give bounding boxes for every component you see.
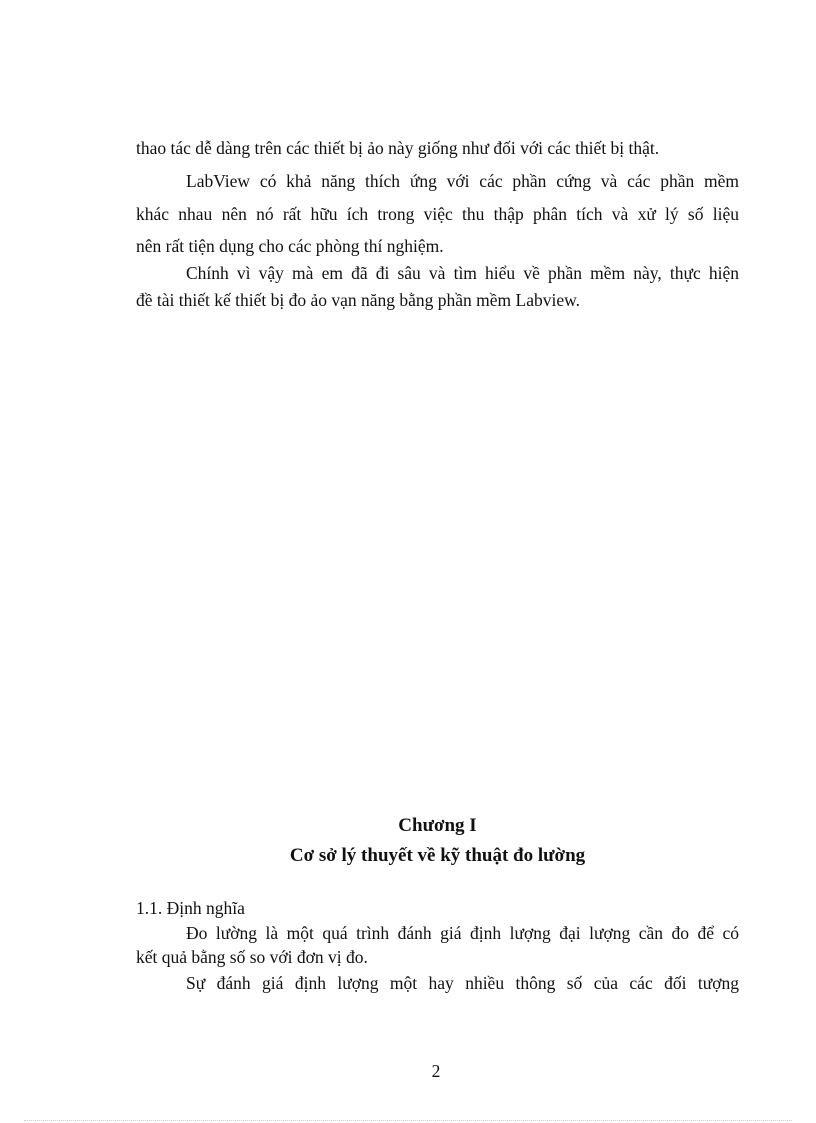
paragraph-2-line-3: nên rất tiện dụng cho các phòng thí nghiệm.: [136, 236, 444, 256]
section-line-1: Đo lường là một quá trình đánh giá định lượng đại lượng cần đo để có: [186, 923, 739, 943]
page-bottom-divider: [24, 1120, 792, 1121]
paragraph-2-line-1: LabView có khả năng thích ứng với các phần cứng và các phần mềm: [186, 171, 739, 191]
section-line-3: Sự đánh giá định lượng một hay nhiều thông số của các đối tượng: [186, 973, 739, 993]
chapter-title: Cơ sở lý thuyết về kỹ thuật đo lường: [289, 845, 586, 866]
section-heading: 1.1. Định nghĩa: [136, 898, 245, 918]
section-line-2: kết quả bằng số so với đơn vị đo.: [136, 947, 368, 967]
paragraph-3-line-1: Chính vì vậy mà em đã đi sâu và tìm hiểu về phần mềm này, thực hiện: [186, 263, 739, 283]
page-number: 2: [431, 1061, 441, 1081]
paragraph-1-line-1: thao tác dễ dàng trên các thiết bị ảo này giống như đối với các thiết bị thật.: [136, 138, 660, 158]
paragraph-2-line-2: khác nhau nên nó rất hữu ích trong việc thu thập phân tích và xử lý số liệu: [136, 204, 739, 224]
chapter-number: Chương I: [398, 815, 477, 836]
paragraph-3-line-2: đề tài thiết kế thiết bị đo ảo vạn năng bằng phần mềm Labview.: [136, 290, 581, 310]
